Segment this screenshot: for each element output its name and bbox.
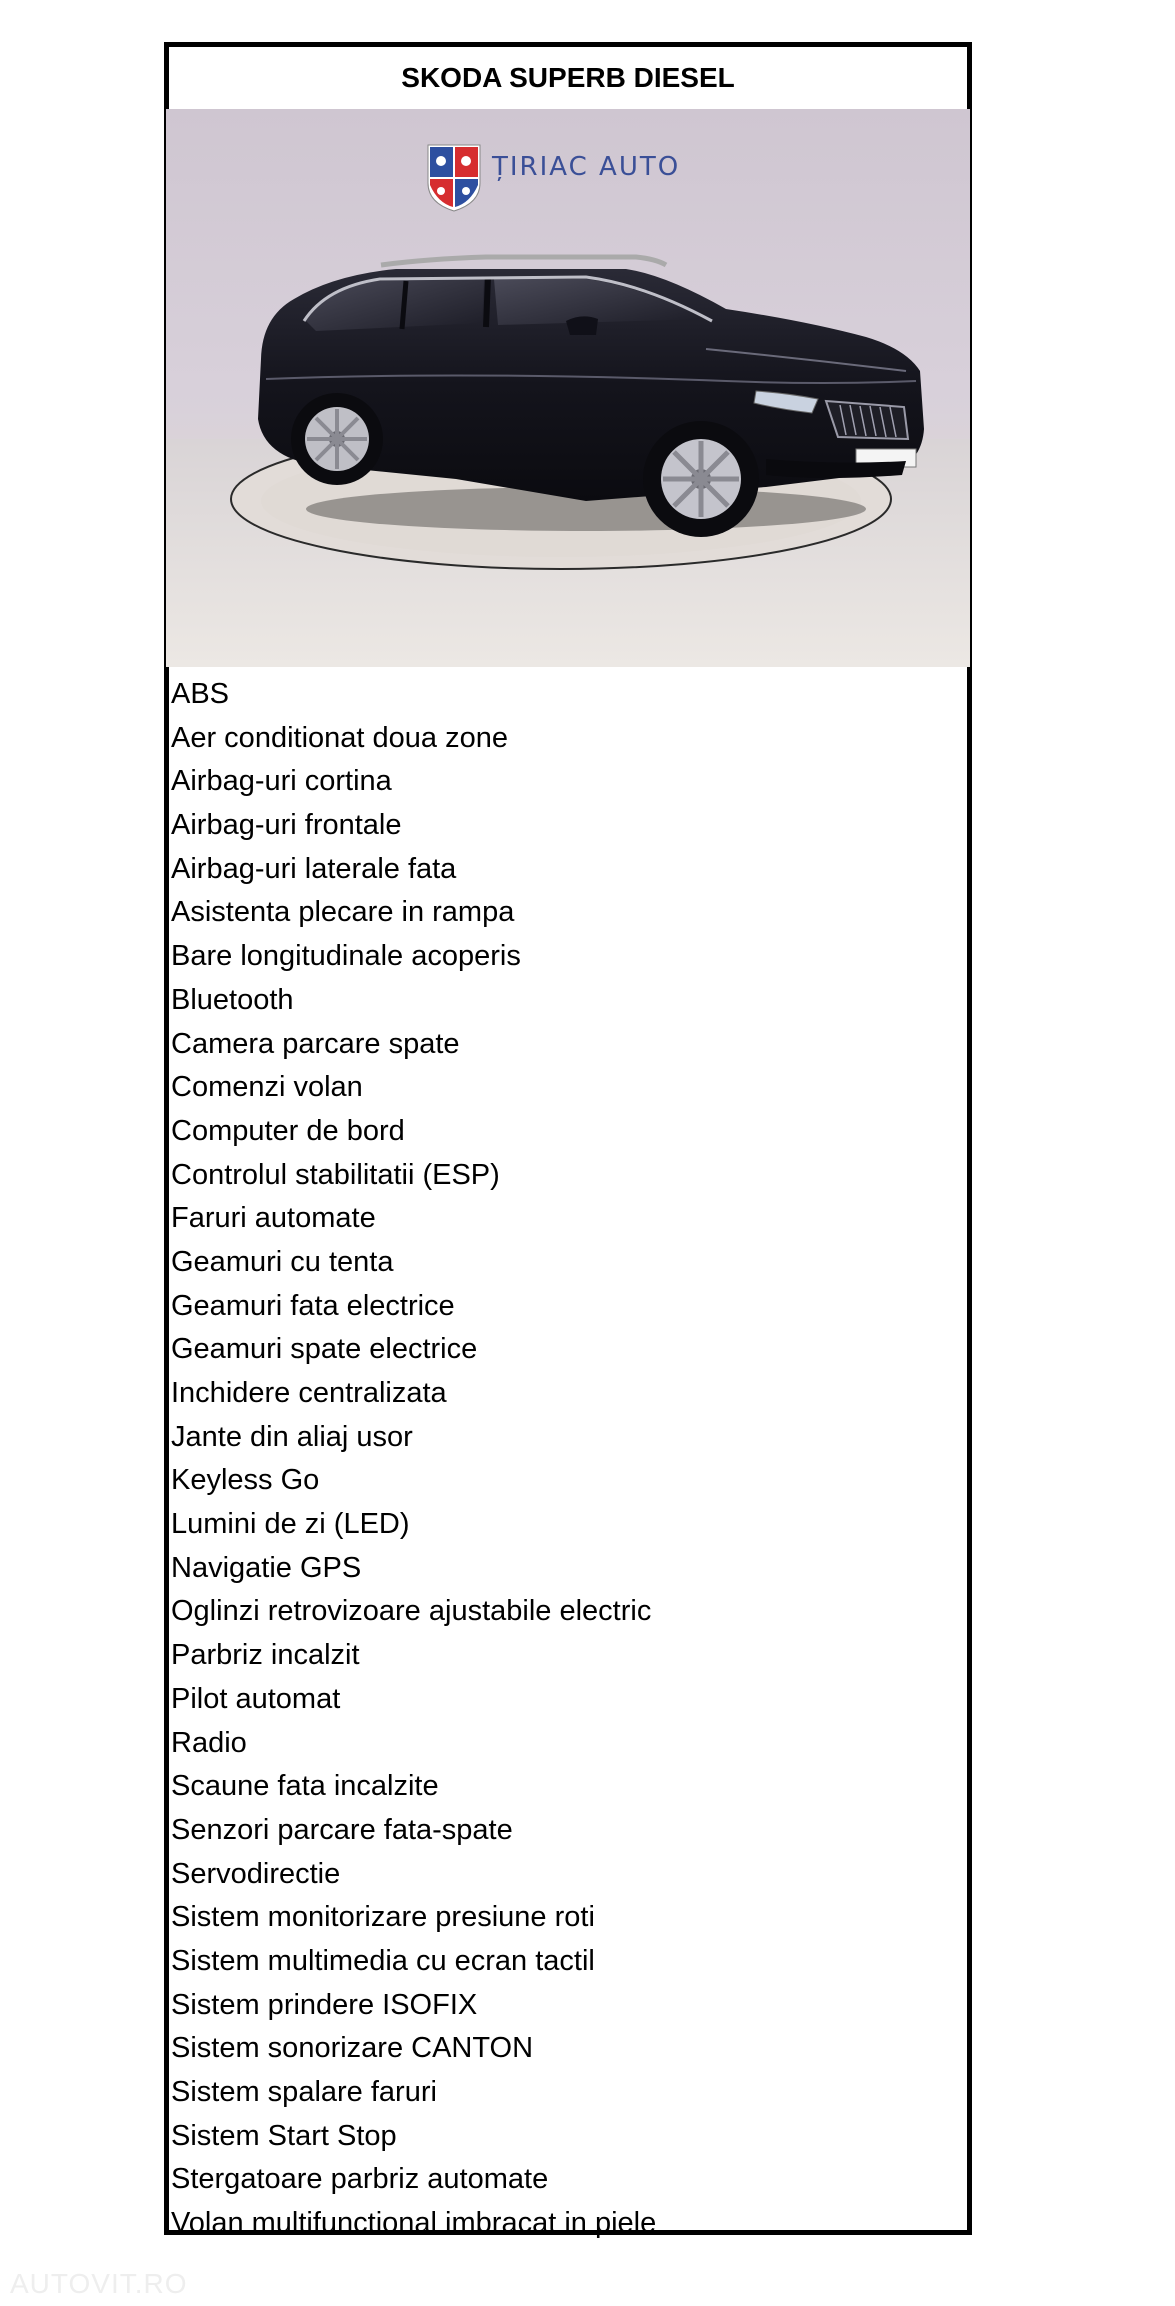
list-item: Lumini de zi (LED) <box>171 1508 410 1541</box>
rear-wheel-icon <box>291 393 383 485</box>
list-item: Camera parcare spate <box>171 1027 460 1060</box>
list-item: Geamuri fata electrice <box>171 1289 455 1322</box>
watermark: AUTOVIT.RO <box>10 2268 188 2299</box>
list-item: Jante din aliaj usor <box>171 1420 413 1453</box>
spec-sheet <box>164 42 972 2240</box>
list-item: Sistem multimedia cu ecran tactil <box>171 1944 595 1977</box>
list-item: Sistem sonorizare CANTON <box>171 2032 534 2065</box>
car-illustration <box>166 109 970 667</box>
list-item: Sistem spalare faruri <box>171 2076 437 2108</box>
list-item: Faruri automate <box>171 1202 376 1235</box>
page-title: SKODA SUPERB DIESEL <box>401 62 735 93</box>
list-item: Inchidere centralizata <box>171 1377 447 1409</box>
list-item: Scaune fata incalzite <box>171 1770 439 1803</box>
list-item: Airbag-uri cortina <box>171 765 392 798</box>
brand-text: ȚIRIAC AUTO <box>492 152 681 182</box>
list-item: Senzori parcare fata-spate <box>171 1813 513 1846</box>
features-list <box>169 667 967 2246</box>
list-item: Parbriz incalzit <box>171 1639 360 1672</box>
list-item: Airbag-uri frontale <box>171 809 402 842</box>
list-item: Servodirectie <box>171 1857 341 1890</box>
list-item: Controlul stabilitatii (ESP) <box>171 1158 500 1191</box>
list-item: Airbag-uri laterale fata <box>171 852 457 885</box>
list-item: Bare longitudinale acoperis <box>171 940 521 973</box>
list-item: Oglinzi retrovizoare ajustabile electric <box>171 1595 652 1628</box>
list-item: Keyless Go <box>171 1464 320 1497</box>
car-photo <box>166 109 970 667</box>
list-item: Bluetooth <box>171 983 294 1016</box>
list-item: Aer conditionat doua zone <box>171 721 508 754</box>
list-item: Computer de bord <box>171 1114 405 1147</box>
list-item: Geamuri cu tenta <box>171 1245 394 1278</box>
list-item: Comenzi volan <box>171 1071 363 1104</box>
list-item: Volan multifunctional imbracat in piele <box>171 2207 657 2240</box>
list-item: Sistem monitorizare presiune roti <box>171 1901 595 1934</box>
list-item: Sistem Start Stop <box>171 2119 397 2152</box>
list-item: Stergatoare parbriz automate <box>171 2163 549 2196</box>
list-item: Geamuri spate electrice <box>171 1333 478 1366</box>
list-item: Pilot automat <box>171 1682 341 1715</box>
front-wheel-icon <box>643 421 759 537</box>
tiriac-logo-icon <box>428 145 480 211</box>
list-item: ABS <box>171 678 230 710</box>
list-item: Sistem prindere ISOFIX <box>171 1988 478 2021</box>
list-item: Radio <box>171 1726 247 1759</box>
list-item: Navigatie GPS <box>171 1551 362 1584</box>
list-item: Asistenta plecare in rampa <box>171 896 515 929</box>
